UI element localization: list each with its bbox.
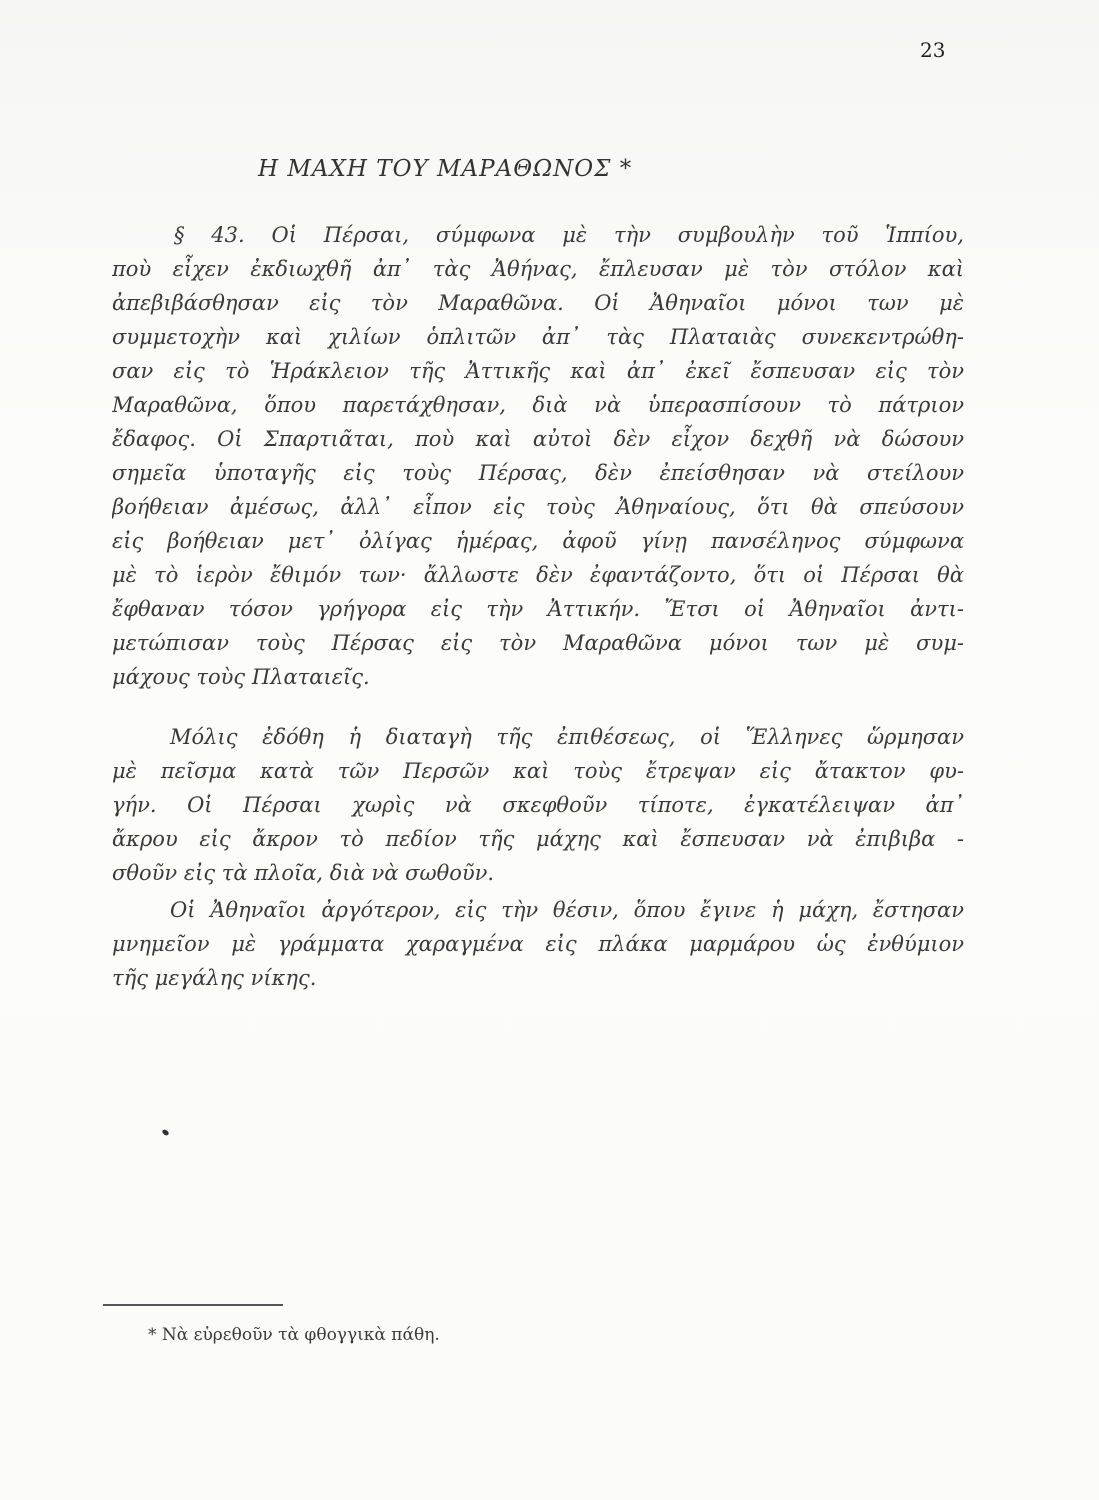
- text-line: συμμετοχὴν καὶ χιλίων ὁπλιτῶν ἀπ᾽ τὰς Πλαταιὰς συνεκεντρώθη-: [112, 325, 964, 349]
- text-line: ἀπεβιβάσθησαν εἰς τὸν Μαραθῶνα. Οἱ Ἀθηναῖοι μόνοι των μὲ: [112, 291, 964, 315]
- paragraph-2: [112, 720, 964, 890]
- text-line: μνημεῖον μὲ γράμματα χαραγμένα εἰς πλάκα μαρμάρου ὡς ἐνθύμιον: [112, 932, 964, 956]
- ink-speck: [161, 1128, 170, 1136]
- text-line: μὲ τὸ ἱερὸν ἔθιμόν των· ἄλλωστε δὲν ἐφαντάζοντο, ὅτι οἱ Πέρσαι θὰ: [112, 563, 964, 587]
- text-line: § 43. Οἱ Πέρσαι, σύμφωνα μὲ τὴν συμβουλὴν τοῦ Ἱππίου,: [174, 223, 964, 247]
- text-line: τῆς μεγάλης νίκης.: [112, 966, 317, 990]
- text-line: Μόλις ἐδόθη ἡ διαταγὴ τῆς ἐπιθέσεως, οἱ Ἕλληνες ὥρμησαν: [170, 725, 964, 749]
- text-line: Οἱ Ἀθηναῖοι ἀργότερον, εἰς τὴν θέσιν, ὅπου ἔγινε ἡ μάχη, ἔστησαν: [170, 898, 964, 922]
- text-line: σθοῦν εἰς τὰ πλοῖα, διὰ νὰ σωθοῦν.: [112, 861, 495, 885]
- footnote: * Νὰ εὑρεθοῦν τὰ φθογγικὰ πάθη.: [148, 1325, 440, 1345]
- text-line: σαν εἰς τὸ Ἡράκλειον τῆς Ἀττικῆς καὶ ἀπ᾽ ἐκεῖ ἔσπευσαν εἰς τὸν: [112, 359, 964, 383]
- footnote-divider: [103, 1304, 283, 1306]
- text-line: μετώπισαν τοὺς Πέρσας εἰς τὸν Μαραθῶνα μόνοι των μὲ συμ-: [112, 631, 964, 655]
- text-line: ἔδαφος. Οἱ Σπαρτιᾶται, ποὺ καὶ αὐτοὶ δὲν εἶχον δεχθῆ νὰ δώσουν: [112, 427, 964, 451]
- text-line: Μαραθῶνα, ὅπου παρετάχθησαν, διὰ νὰ ὑπερασπίσουν τὸ πάτριον: [112, 393, 964, 417]
- text-line: γήν. Οἱ Πέρσαι χωρὶς νὰ σκεφθοῦν τίποτε, ἐγκατέλειψαν ἀπ᾽: [112, 793, 964, 817]
- text-line: ποὺ εἶχεν ἐκδιωχθῆ ἀπ᾽ τὰς Ἀθήνας, ἔπλευσαν μὲ τὸν στόλον καὶ: [112, 257, 964, 281]
- page-number: 23: [920, 38, 946, 62]
- text-line: σημεῖα ὑποταγῆς εἰς τοὺς Πέρσας, δὲν ἐπείσθησαν νὰ στείλουν: [112, 461, 964, 485]
- text-line: ἔφθαναν τόσον γρήγορα εἰς τὴν Ἀττικήν. Ἔτσι οἱ Ἀθηναῖοι ἀντι-: [112, 597, 964, 621]
- paragraph-3: [112, 893, 964, 995]
- paragraph-1: [112, 218, 964, 694]
- text-line: μάχους τοὺς Πλαταιεῖς.: [112, 665, 370, 689]
- chapter-title: Η ΜΑΧΗ ΤΟΥ ΜΑΡΑΘΩΝΟΣ *: [258, 156, 633, 182]
- text-line: μὲ πεῖσμα κατὰ τῶν Περσῶν καὶ τοὺς ἔτρεψαν εἰς ἄτακτον φυ-: [112, 759, 964, 783]
- text-line: ἄκρου εἰς ἄκρον τὸ πεδίον τῆς μάχης καὶ ἔσπευσαν νὰ ἐπιβιβα -: [112, 827, 964, 851]
- text-line: εἰς βοήθειαν μετ᾽ ὀλίγας ἡμέρας, ἀφοῦ γίνῃ πανσέληνος σύμφωνα: [112, 529, 964, 553]
- text-line: βοήθειαν ἀμέσως, ἀλλ᾽ εἶπον εἰς τοὺς Ἀθηναίους, ὅτι θὰ σπεύσουν: [112, 495, 964, 519]
